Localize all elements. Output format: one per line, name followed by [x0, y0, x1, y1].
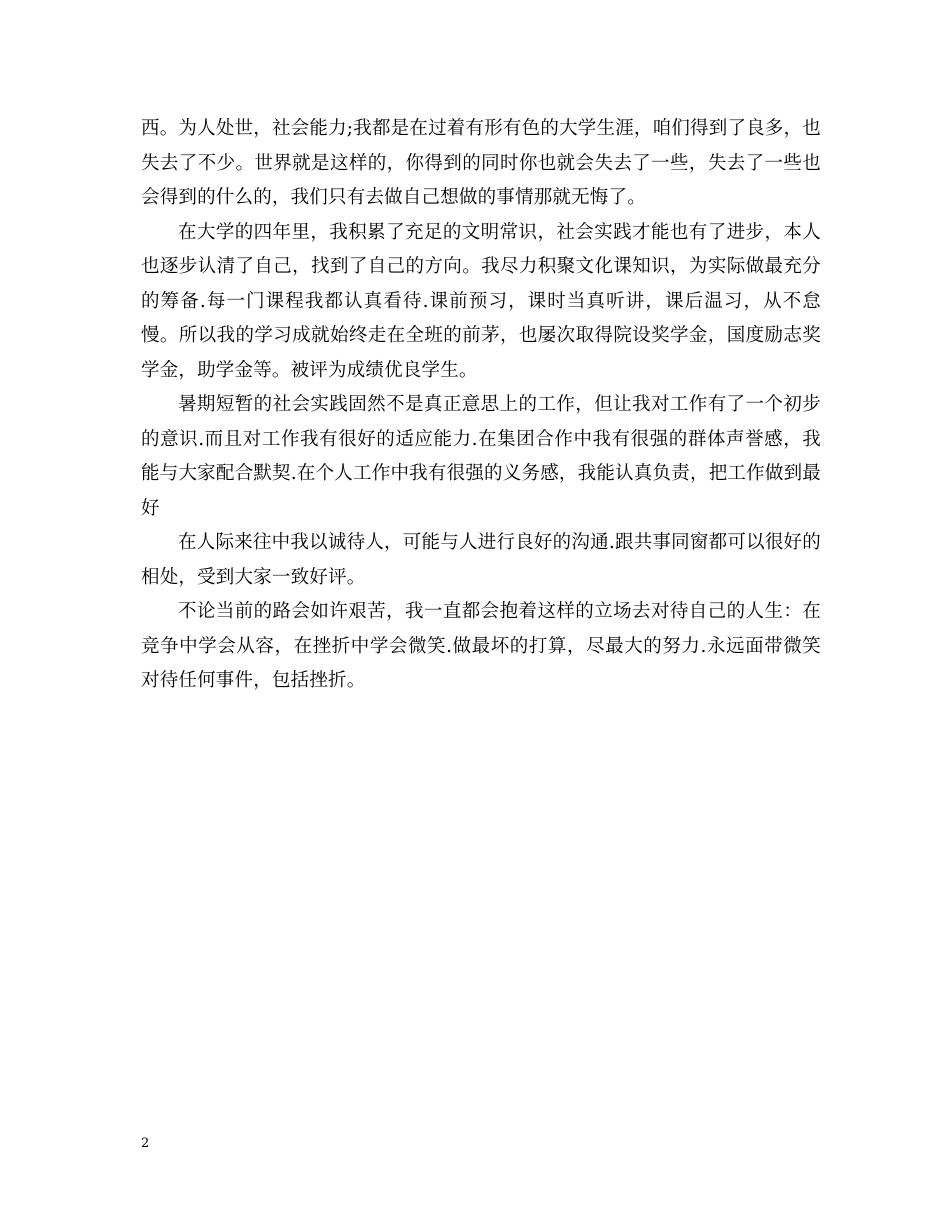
paragraph-4: 在人际来往中我以诚待人，可能与人进行良好的沟通.跟共事同窗都可以很好的相处，受到大家一致好评。	[141, 532, 821, 588]
body-text	[141, 112, 821, 699]
paragraph-1: 西。为人处世，社会能力;我都是在过着有形有色的大学生涯，咱们得到了良多，也失去了不少。世界就是这样的，你得到的同时你也就会失去了一些，失去了一些也会得到的什么的，我们只有去做自己想做的事情那就无悔了。	[141, 118, 821, 208]
paragraph-5: 不论当前的路会如许艰苦，我一直都会抱着这样的立场去对待自己的人生：在竞争中学会从容，在挫折中学会微笑.做最坏的打算，尽最大的努力.永远面带微笑对待任何事件，包括挫折。	[141, 601, 821, 691]
paragraph-3: 暑期短暂的社会实践固然不是真正意思上的工作，但让我对工作有了一个初步的意识.而且对工作我有很好的适应能力.在集团合作中我有很强的群体声誉感，我能与大家配合默契.在个人工作中我有很强的义务感，我能认真负责，把工作做到最好	[141, 394, 821, 519]
paragraph-2: 在大学的四年里，我积累了充足的文明常识，社会实践才能也有了进步，本人也逐步认清了自己，找到了自己的方向。我尽力积聚文化课知识，为实际做最充分的筹备.每一门课程我都认真看待.课前预习，课时当真听讲，课后温习，从不怠慢。所以我的学习成就始终走在全班的前茅，也屡次取得院设奖学金，国度励志奖学金，助学金等。被评为成绩优良学生。	[141, 221, 821, 381]
page-number: 2	[141, 1136, 150, 1151]
